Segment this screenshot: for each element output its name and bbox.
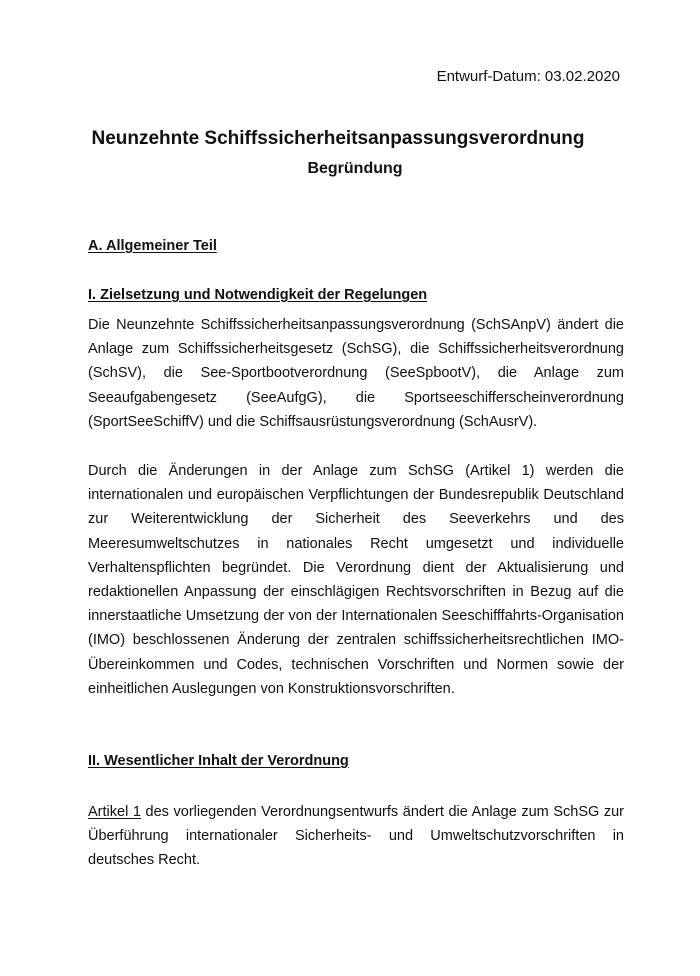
section-i-paragraph-1: Die Neunzehnte Schiffssicherheitsanpassungsverordnung (SchSAnpV) ändert die Anlage zum Schiffssicherheitsgesetz (SchSG), die Schiffssicherheitsverordnung (SchSV), die See-Sportbootverordnung (SeeSpbootV), die Anlage zum Seeaufgabengesetz (SeeAufgG), die Sportseeschifferscheinverordnung (SportSeeSchiffV) und die Schiffsausrüstungsverordnung (SchAusrV). xyxy=(88,317,624,430)
section-i-heading: I. Zielsetzung und Notwendigkeit der Regelungen xyxy=(88,287,428,303)
document-subtitle: Begründung xyxy=(307,160,403,177)
section-ii-paragraph-1 xyxy=(88,800,624,873)
draft-date: Entwurf-Datum: 03.02.2020 xyxy=(436,68,620,85)
section-ii-heading: II. Wesentlicher Inhalt der Verordnung xyxy=(88,753,349,769)
artikel-1-reference: Artikel 1 xyxy=(88,804,141,820)
section-a-heading: A. Allgemeiner Teil xyxy=(88,238,217,254)
document-title: Neunzehnte Schiffssicherheitsanpassungsverordnung xyxy=(91,128,585,149)
section-ii-paragraph-1-text: des vorliegenden Verordnungsentwurfs ändert die Anlage zum SchSG zur Überführung internationaler Sicherheits- und Umweltschutzvorschriften in deutsches Recht. xyxy=(88,804,624,869)
section-i-paragraph-2: Durch die Änderungen in der Anlage zum SchSG (Artikel 1) werden die internationalen und europäischen Verpflichtungen der Bundesrepublik Deutschland zur Weiterentwicklung der Sicherheit des Seeverkehrs und des Meeresumweltschutzes in nationales Recht umgesetzt und individuelle Verhaltenspflichten begründet. Die Verordnung dient der Aktualisierung und redaktionellen Anpassung der einschlägigen Rechtsvorschriften in Bezug auf die innerstaatliche Umsetzung der von der Internationalen Seeschifffahrts-Organisation (IMO) beschlossenen Änderung der zentralen schiffssicherheitsrechtlichen IMO-Übereinkommen und Codes, technischen Vorschriften und Normen sowie der einheitlichen Auslegungen von Konstruktionsvorschriften. xyxy=(88,463,624,697)
